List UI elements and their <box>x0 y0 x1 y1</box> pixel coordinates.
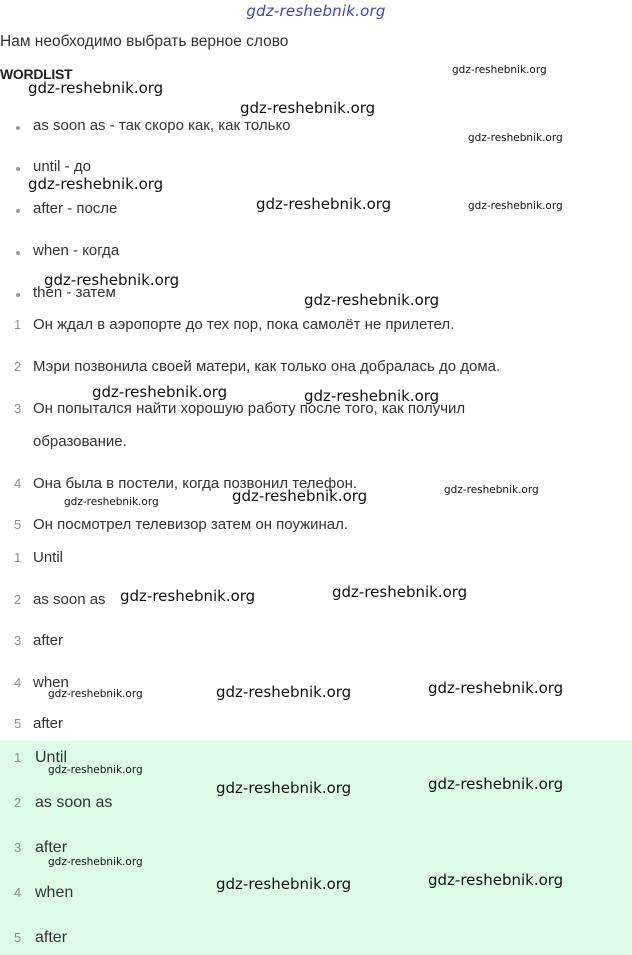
answer-number: 5 <box>14 930 22 945</box>
answer-text: Until <box>33 549 64 566</box>
bullet-dot <box>16 293 20 297</box>
sentence-text: Мэри позвонила своей матери, как только она добралась до дома. <box>33 358 501 375</box>
answer-text: as soon as <box>33 591 106 608</box>
watermark-text: gdz-reshebnik.org <box>48 688 143 700</box>
watermark-text: gdz-reshebnik.org <box>428 871 564 889</box>
answer-text: after <box>35 929 68 946</box>
watermark-text: gdz-reshebnik.org <box>28 79 164 97</box>
answer-number: 1 <box>14 550 22 565</box>
watermark-text: gdz-reshebnik.org <box>304 387 440 405</box>
watermark-text: gdz-reshebnik.org <box>216 683 352 701</box>
watermark-text: gdz-reshebnik.org <box>216 779 352 797</box>
wordlist-item-text: until - до <box>33 158 91 175</box>
sentence-number: 4 <box>14 476 22 491</box>
watermark-text: gdz-reshebnik.org <box>428 679 564 697</box>
sentence-text: образование. <box>33 433 127 450</box>
watermark-text: gdz-reshebnik.org <box>232 487 368 505</box>
watermark-text: gdz-reshebnik.org <box>28 175 164 193</box>
watermark-text: gdz-reshebnik.org <box>44 271 180 289</box>
answer-number: 3 <box>14 840 22 855</box>
watermark-text: gdz-reshebnik.org <box>468 200 563 212</box>
top-watermark: gdz-reshebnik.org <box>246 2 386 20</box>
answer-text: after <box>33 715 64 732</box>
answer-number: 3 <box>14 633 22 648</box>
watermark-text: gdz-reshebnik.org <box>428 775 564 793</box>
answer-number: 2 <box>14 592 22 607</box>
wordlist-item-text: after - после <box>33 200 118 217</box>
watermark-text: gdz-reshebnik.org <box>48 764 143 776</box>
answer-text: as soon as <box>35 794 113 811</box>
answer-number: 4 <box>14 675 22 690</box>
wordlist-item-text: as soon as - так скоро как, как только <box>33 117 291 134</box>
sentence-text: Она была в постели, когда позвонил телефон. <box>33 475 358 492</box>
bullet-dot <box>16 167 20 171</box>
sentence-number: 2 <box>14 359 22 374</box>
watermark-text: gdz-reshebnik.org <box>240 99 376 117</box>
watermark-text: gdz-reshebnik.org <box>216 875 352 893</box>
sentence-text: Он ждал в аэропорте до тех пор, пока самолёт не прилетел. <box>33 316 455 333</box>
wordlist-title: WORDLIST <box>0 66 73 82</box>
bullet-dot <box>16 251 20 255</box>
sentence-number: 5 <box>14 517 22 532</box>
answer-number: 4 <box>14 885 22 900</box>
bullet-dot <box>16 209 20 213</box>
answer-number: 5 <box>14 716 22 731</box>
wordlist-item-text: then - затем <box>33 284 116 301</box>
watermark-text: gdz-reshebnik.org <box>120 587 256 605</box>
watermark-text: gdz-reshebnik.org <box>64 496 159 508</box>
sentence-text: Он посмотрел телевизор затем он поужинал. <box>33 516 349 533</box>
answer-text: after <box>33 632 64 649</box>
answer-number: 2 <box>14 795 22 810</box>
answer-text: when <box>33 674 69 691</box>
answer-number: 1 <box>14 750 22 765</box>
watermark-text: gdz-reshebnik.org <box>444 484 539 496</box>
watermark-text: gdz-reshebnik.org <box>256 195 392 213</box>
watermark-text: gdz-reshebnik.org <box>48 856 143 868</box>
answer-text: after <box>35 839 68 856</box>
wordlist-item-text: when - когда <box>33 242 120 259</box>
watermark-text: gdz-reshebnik.org <box>468 132 563 144</box>
watermark-text: gdz-reshebnik.org <box>92 383 228 401</box>
bullet-dot <box>16 126 20 130</box>
answer-text: Until <box>35 749 68 766</box>
watermark-text: gdz-reshebnik.org <box>332 583 468 601</box>
intro-text: Нам необходимо выбрать верное слово <box>0 33 289 50</box>
sentence-number: 3 <box>14 401 22 416</box>
sentence-text: Он попытался найти хорошую работу после того, как получил <box>33 400 466 417</box>
watermark-text: gdz-reshebnik.org <box>452 64 547 76</box>
answer-text: when <box>35 884 74 901</box>
sentence-number: 1 <box>14 317 22 332</box>
watermark-text: gdz-reshebnik.org <box>304 291 440 309</box>
